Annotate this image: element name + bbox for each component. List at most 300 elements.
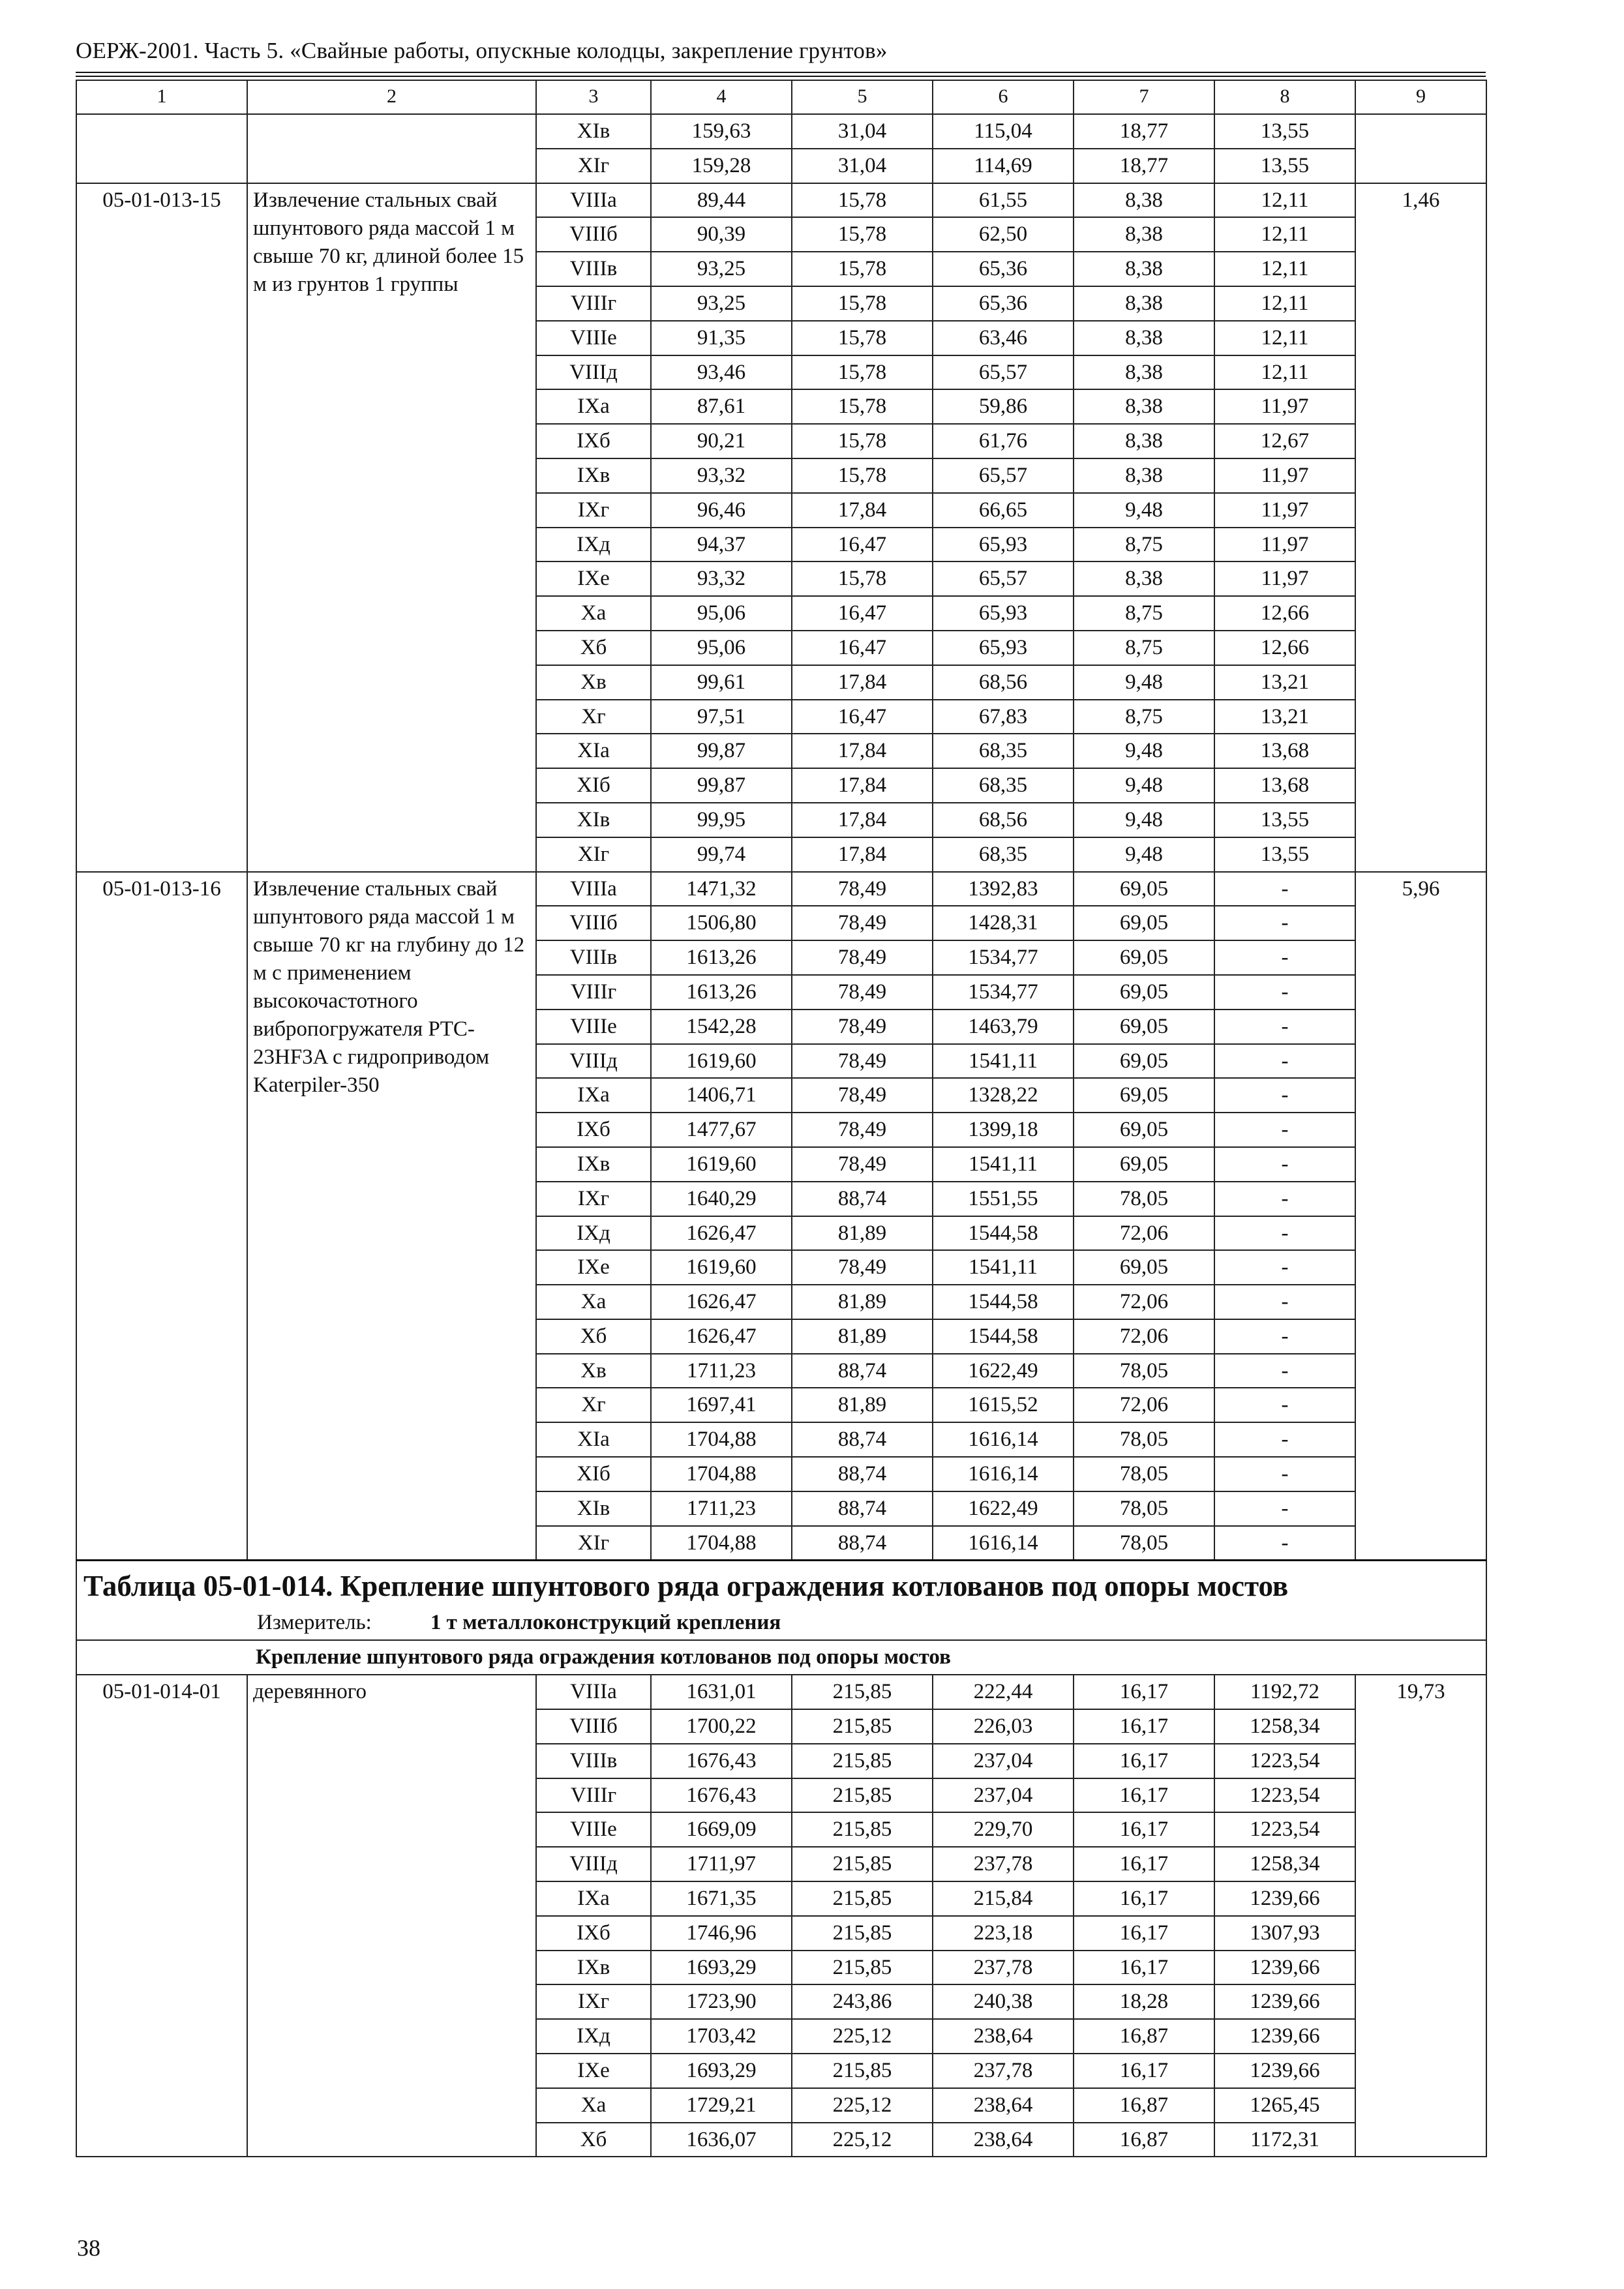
- column-number-cell: 2: [247, 80, 536, 114]
- value-cell: 1615,52: [933, 1388, 1074, 1422]
- value-cell: 1223,54: [1214, 1812, 1355, 1847]
- value-cell: 11,97: [1214, 528, 1355, 562]
- table-row: [76, 1675, 1486, 1709]
- value-cell: 78,49: [792, 906, 933, 940]
- value-cell: 15,78: [792, 424, 933, 458]
- value-cell: 88,74: [792, 1491, 933, 1526]
- value-cell: -: [1214, 1388, 1355, 1422]
- value-cell: 89,44: [651, 183, 792, 218]
- region-cell: VIIIа: [536, 183, 651, 218]
- region-cell: VIIIв: [536, 940, 651, 975]
- value-cell: 16,47: [792, 700, 933, 734]
- region-cell: IXа: [536, 1881, 651, 1916]
- labor-cost-cell: [1355, 114, 1486, 183]
- value-cell: 1711,23: [651, 1491, 792, 1526]
- value-cell: 1223,54: [1214, 1778, 1355, 1813]
- value-cell: 1636,07: [651, 2123, 792, 2157]
- value-cell: 12,11: [1214, 183, 1355, 218]
- region-cell: Xб: [536, 2123, 651, 2157]
- value-cell: 1544,58: [933, 1216, 1074, 1251]
- value-cell: 1258,34: [1214, 1709, 1355, 1744]
- table-title: Таблица 05-01-014. Крепление шпунтового ряда ограждения котлованов под опоры мостов: [83, 1570, 1289, 1603]
- value-cell: 1746,96: [651, 1916, 792, 1951]
- value-cell: 68,35: [933, 768, 1074, 803]
- value-cell: 1239,66: [1214, 1951, 1355, 1985]
- region-cell: VIIIа: [536, 872, 651, 906]
- value-cell: 215,85: [792, 1847, 933, 1881]
- value-cell: 8,38: [1074, 183, 1214, 218]
- region-cell: VIIIе: [536, 1010, 651, 1044]
- value-cell: 66,65: [933, 493, 1074, 528]
- value-cell: 72,06: [1074, 1319, 1214, 1354]
- value-cell: 1626,47: [651, 1285, 792, 1319]
- value-cell: 78,49: [792, 1250, 933, 1285]
- value-cell: 8,38: [1074, 217, 1214, 252]
- value-cell: 215,85: [792, 1916, 933, 1951]
- region-cell: Xв: [536, 1354, 651, 1388]
- value-cell: 31,04: [792, 114, 933, 149]
- value-cell: 95,06: [651, 596, 792, 631]
- value-cell: 88,74: [792, 1182, 933, 1216]
- region-cell: VIIIб: [536, 1709, 651, 1744]
- region-cell: XIв: [536, 1491, 651, 1526]
- value-cell: -: [1214, 1216, 1355, 1251]
- value-cell: 93,46: [651, 355, 792, 390]
- region-cell: IXб: [536, 1916, 651, 1951]
- value-cell: 68,56: [933, 803, 1074, 837]
- value-cell: 16,17: [1074, 2054, 1214, 2088]
- value-cell: -: [1214, 1113, 1355, 1147]
- value-cell: 16,47: [792, 528, 933, 562]
- value-cell: 78,49: [792, 1010, 933, 1044]
- value-cell: 1544,58: [933, 1285, 1074, 1319]
- value-cell: 8,38: [1074, 286, 1214, 321]
- value-cell: 31,04: [792, 149, 933, 183]
- value-cell: 13,55: [1214, 149, 1355, 183]
- value-cell: 1619,60: [651, 1044, 792, 1079]
- region-cell: IXд: [536, 528, 651, 562]
- value-cell: -: [1214, 1182, 1355, 1216]
- value-cell: 8,38: [1074, 252, 1214, 286]
- column-number-cell: 6: [933, 80, 1074, 114]
- value-cell: 99,87: [651, 768, 792, 803]
- value-cell: 16,17: [1074, 1916, 1214, 1951]
- value-cell: 16,87: [1074, 2088, 1214, 2123]
- value-cell: 99,74: [651, 837, 792, 872]
- value-cell: -: [1214, 872, 1355, 906]
- value-cell: 12,11: [1214, 355, 1355, 390]
- value-cell: 17,84: [792, 837, 933, 872]
- value-cell: 12,11: [1214, 321, 1355, 355]
- value-cell: 237,78: [933, 2054, 1074, 2088]
- value-cell: 8,75: [1074, 528, 1214, 562]
- region-cell: Xб: [536, 631, 651, 665]
- rate-code-cell: 05-01-013-16: [76, 872, 247, 1561]
- value-cell: 78,49: [792, 872, 933, 906]
- value-cell: 8,75: [1074, 700, 1214, 734]
- value-cell: 1622,49: [933, 1354, 1074, 1388]
- region-cell: IXе: [536, 561, 651, 596]
- value-cell: 1700,22: [651, 1709, 792, 1744]
- value-cell: 1399,18: [933, 1113, 1074, 1147]
- value-cell: 16,47: [792, 631, 933, 665]
- value-cell: 1613,26: [651, 940, 792, 975]
- region-cell: IXв: [536, 1951, 651, 1985]
- value-cell: 1704,88: [651, 1526, 792, 1561]
- value-cell: 215,85: [792, 1744, 933, 1778]
- value-cell: 215,85: [792, 1951, 933, 1985]
- value-cell: -: [1214, 1526, 1355, 1561]
- value-cell: 238,64: [933, 2123, 1074, 2157]
- value-cell: -: [1214, 1250, 1355, 1285]
- table-row: [76, 183, 1486, 218]
- rate-code-cell: 05-01-013-15: [76, 183, 247, 872]
- value-cell: 88,74: [792, 1457, 933, 1491]
- work-description-cell: деревянного: [247, 1675, 536, 2157]
- value-cell: 238,64: [933, 2088, 1074, 2123]
- value-cell: 93,25: [651, 252, 792, 286]
- value-cell: 8,38: [1074, 561, 1214, 596]
- value-cell: 114,69: [933, 149, 1074, 183]
- value-cell: 12,11: [1214, 217, 1355, 252]
- value-cell: 1534,77: [933, 940, 1074, 975]
- value-cell: 1463,79: [933, 1010, 1074, 1044]
- value-cell: 9,48: [1074, 768, 1214, 803]
- region-cell: Xа: [536, 2088, 651, 2123]
- value-cell: 16,17: [1074, 1951, 1214, 1985]
- value-cell: 93,32: [651, 458, 792, 493]
- value-cell: 78,05: [1074, 1526, 1214, 1561]
- region-cell: Xб: [536, 1319, 651, 1354]
- work-description-cell: Извлечение стальных свай шпунтового ряда массой 1 м свыше 70 кг на глубину до 12 м с применением высокочастотного вибропогружателя PTC-23HF3A с гидроприводом Katerpiler-350: [247, 872, 536, 1561]
- value-cell: 68,35: [933, 837, 1074, 872]
- region-cell: XIа: [536, 734, 651, 768]
- value-cell: 1328,22: [933, 1078, 1074, 1113]
- value-cell: 1703,42: [651, 2019, 792, 2054]
- region-cell: VIIIа: [536, 1675, 651, 1709]
- value-cell: -: [1214, 1422, 1355, 1457]
- region-cell: IXв: [536, 458, 651, 493]
- value-cell: 68,35: [933, 734, 1074, 768]
- labor-cost-cell: 1,46: [1355, 183, 1486, 872]
- value-cell: 1711,23: [651, 1354, 792, 1388]
- work-description-cell: Извлечение стальных свай шпунтового ряда массой 1 м свыше 70 кг, длиной более 15 м из грунтов 1 группы: [247, 183, 536, 872]
- value-cell: 1239,66: [1214, 1881, 1355, 1916]
- value-cell: 62,50: [933, 217, 1074, 252]
- region-cell: IXб: [536, 1113, 651, 1147]
- value-cell: 87,61: [651, 389, 792, 424]
- column-number-cell: 7: [1074, 80, 1214, 114]
- value-cell: 215,84: [933, 1881, 1074, 1916]
- value-cell: 237,04: [933, 1744, 1074, 1778]
- value-cell: 225,12: [792, 2088, 933, 2123]
- column-number-cell: 1: [76, 80, 247, 114]
- region-cell: VIIIд: [536, 355, 651, 390]
- value-cell: -: [1214, 1078, 1355, 1113]
- region-cell: XIа: [536, 1422, 651, 1457]
- value-cell: 1676,43: [651, 1744, 792, 1778]
- value-cell: -: [1214, 1010, 1355, 1044]
- value-cell: 65,93: [933, 528, 1074, 562]
- value-cell: 13,55: [1214, 837, 1355, 872]
- value-cell: 8,38: [1074, 424, 1214, 458]
- value-cell: -: [1214, 1354, 1355, 1388]
- value-cell: 215,85: [792, 2054, 933, 2088]
- value-cell: 1239,66: [1214, 1984, 1355, 2019]
- value-cell: 1544,58: [933, 1319, 1074, 1354]
- value-cell: 9,48: [1074, 837, 1214, 872]
- value-cell: -: [1214, 1491, 1355, 1526]
- value-cell: 8,38: [1074, 355, 1214, 390]
- value-cell: 1541,11: [933, 1147, 1074, 1182]
- value-cell: 1506,80: [651, 906, 792, 940]
- value-cell: 237,04: [933, 1778, 1074, 1813]
- value-cell: 72,06: [1074, 1216, 1214, 1251]
- region-cell: IXг: [536, 493, 651, 528]
- value-cell: 215,85: [792, 1675, 933, 1709]
- value-cell: 15,78: [792, 217, 933, 252]
- region-cell: XIг: [536, 1526, 651, 1561]
- value-cell: 78,49: [792, 1113, 933, 1147]
- value-cell: 225,12: [792, 2019, 933, 2054]
- value-cell: 94,37: [651, 528, 792, 562]
- column-number-cell: 4: [651, 80, 792, 114]
- value-cell: 59,86: [933, 389, 1074, 424]
- value-cell: 81,89: [792, 1388, 933, 1422]
- region-cell: IXд: [536, 1216, 651, 1251]
- value-cell: 16,17: [1074, 1778, 1214, 1813]
- region-cell: XIв: [536, 114, 651, 149]
- value-cell: 65,36: [933, 286, 1074, 321]
- value-cell: 12,66: [1214, 631, 1355, 665]
- value-cell: 159,28: [651, 149, 792, 183]
- value-cell: 78,49: [792, 1147, 933, 1182]
- value-cell: 93,32: [651, 561, 792, 596]
- region-cell: VIIIг: [536, 975, 651, 1010]
- value-cell: 90,21: [651, 424, 792, 458]
- value-cell: 15,78: [792, 561, 933, 596]
- value-cell: 72,06: [1074, 1285, 1214, 1319]
- region-cell: IXд: [536, 2019, 651, 2054]
- value-cell: 61,76: [933, 424, 1074, 458]
- value-cell: 1704,88: [651, 1422, 792, 1457]
- value-cell: 9,48: [1074, 734, 1214, 768]
- labor-cost-cell: 19,73: [1355, 1675, 1486, 2157]
- column-number-cell: 3: [536, 80, 651, 114]
- value-cell: 1697,41: [651, 1388, 792, 1422]
- value-cell: 15,78: [792, 389, 933, 424]
- work-description-cell: [247, 114, 536, 183]
- value-cell: 93,25: [651, 286, 792, 321]
- value-cell: 12,67: [1214, 424, 1355, 458]
- value-cell: 1223,54: [1214, 1744, 1355, 1778]
- value-cell: 11,97: [1214, 389, 1355, 424]
- value-cell: -: [1214, 1285, 1355, 1319]
- value-cell: 69,05: [1074, 1147, 1214, 1182]
- rates-table: [76, 80, 1487, 2157]
- value-cell: 78,05: [1074, 1182, 1214, 1216]
- region-cell: Xг: [536, 700, 651, 734]
- region-cell: Xв: [536, 665, 651, 700]
- value-cell: 1534,77: [933, 975, 1074, 1010]
- header-rule: [76, 72, 1486, 73]
- value-cell: 72,06: [1074, 1388, 1214, 1422]
- value-cell: 11,97: [1214, 561, 1355, 596]
- value-cell: 81,89: [792, 1285, 933, 1319]
- value-cell: 1258,34: [1214, 1847, 1355, 1881]
- value-cell: 237,78: [933, 1951, 1074, 1985]
- value-cell: 1693,29: [651, 1951, 792, 1985]
- value-cell: 1541,11: [933, 1044, 1074, 1079]
- value-cell: 16,17: [1074, 1812, 1214, 1847]
- value-cell: 12,11: [1214, 286, 1355, 321]
- value-cell: 9,48: [1074, 803, 1214, 837]
- value-cell: 1704,88: [651, 1457, 792, 1491]
- value-cell: 229,70: [933, 1812, 1074, 1847]
- value-cell: 99,95: [651, 803, 792, 837]
- value-cell: 78,05: [1074, 1354, 1214, 1388]
- value-cell: 15,78: [792, 321, 933, 355]
- value-cell: 243,86: [792, 1984, 933, 2019]
- value-cell: 226,03: [933, 1709, 1074, 1744]
- column-number-cell: 8: [1214, 80, 1355, 114]
- value-cell: 240,38: [933, 1984, 1074, 2019]
- value-cell: 13,21: [1214, 665, 1355, 700]
- value-cell: 13,68: [1214, 768, 1355, 803]
- value-cell: 16,17: [1074, 1675, 1214, 1709]
- value-cell: -: [1214, 1044, 1355, 1079]
- value-cell: 88,74: [792, 1526, 933, 1561]
- value-cell: 237,78: [933, 1847, 1074, 1881]
- value-cell: 223,18: [933, 1916, 1074, 1951]
- value-cell: 17,84: [792, 768, 933, 803]
- value-cell: 1239,66: [1214, 2054, 1355, 2088]
- measure-line: [77, 1606, 1486, 1639]
- value-cell: 65,36: [933, 252, 1074, 286]
- column-number-cell: 9: [1355, 80, 1486, 114]
- region-cell: VIIIв: [536, 1744, 651, 1778]
- value-cell: 238,64: [933, 2019, 1074, 2054]
- value-cell: 16,47: [792, 596, 933, 631]
- value-cell: 91,35: [651, 321, 792, 355]
- region-cell: VIIIд: [536, 1044, 651, 1079]
- value-cell: 17,84: [792, 665, 933, 700]
- value-cell: 78,05: [1074, 1491, 1214, 1526]
- value-cell: 1626,47: [651, 1216, 792, 1251]
- region-cell: VIIIв: [536, 252, 651, 286]
- value-cell: -: [1214, 1457, 1355, 1491]
- value-cell: 1676,43: [651, 1778, 792, 1813]
- value-cell: 225,12: [792, 2123, 933, 2157]
- value-cell: 8,38: [1074, 321, 1214, 355]
- value-cell: 1693,29: [651, 2054, 792, 2088]
- value-cell: 88,74: [792, 1354, 933, 1388]
- measure-value: 1 т металлоконструкций крепления: [430, 1611, 781, 1635]
- value-cell: 11,97: [1214, 493, 1355, 528]
- value-cell: 115,04: [933, 114, 1074, 149]
- value-cell: 1729,21: [651, 2088, 792, 2123]
- value-cell: 1406,71: [651, 1078, 792, 1113]
- value-cell: 215,85: [792, 1881, 933, 1916]
- value-cell: -: [1214, 975, 1355, 1010]
- value-cell: 1265,45: [1214, 2088, 1355, 2123]
- value-cell: 1541,11: [933, 1250, 1074, 1285]
- region-cell: IXе: [536, 1250, 651, 1285]
- value-cell: 13,55: [1214, 114, 1355, 149]
- region-cell: XIв: [536, 803, 651, 837]
- value-cell: 78,49: [792, 975, 933, 1010]
- value-cell: 1626,47: [651, 1319, 792, 1354]
- value-cell: 69,05: [1074, 1113, 1214, 1147]
- table-title-row: [76, 1561, 1486, 1641]
- measure-label: Измеритель:: [257, 1611, 372, 1635]
- region-cell: IXа: [536, 1078, 651, 1113]
- value-cell: -: [1214, 940, 1355, 975]
- value-cell: 97,51: [651, 700, 792, 734]
- value-cell: 1723,90: [651, 1984, 792, 2019]
- value-cell: 65,57: [933, 561, 1074, 596]
- region-cell: XIб: [536, 768, 651, 803]
- value-cell: 1616,14: [933, 1526, 1074, 1561]
- value-cell: 16,17: [1074, 1709, 1214, 1744]
- value-cell: 9,48: [1074, 665, 1214, 700]
- value-cell: 16,17: [1074, 1744, 1214, 1778]
- value-cell: 1711,97: [651, 1847, 792, 1881]
- value-cell: 18,28: [1074, 1984, 1214, 2019]
- value-cell: 9,48: [1074, 493, 1214, 528]
- header-rule: [76, 76, 1486, 77]
- region-cell: VIIIб: [536, 906, 651, 940]
- value-cell: 63,46: [933, 321, 1074, 355]
- page-header: ОЕРЖ-2001. Часть 5. «Свайные работы, опускные колодцы, закрепление грунтов»: [76, 38, 888, 63]
- value-cell: 1640,29: [651, 1182, 792, 1216]
- region-cell: VIIIг: [536, 1778, 651, 1813]
- rate-code-cell: [76, 114, 247, 183]
- rate-code-cell: 05-01-014-01: [76, 1675, 247, 2157]
- region-cell: VIIIб: [536, 217, 651, 252]
- value-cell: 69,05: [1074, 1250, 1214, 1285]
- value-cell: 78,49: [792, 940, 933, 975]
- region-cell: Xа: [536, 596, 651, 631]
- region-cell: VIIIе: [536, 321, 651, 355]
- value-cell: 12,11: [1214, 252, 1355, 286]
- value-cell: 69,05: [1074, 975, 1214, 1010]
- value-cell: 18,77: [1074, 149, 1214, 183]
- region-cell: Xа: [536, 1285, 651, 1319]
- column-number-row: [76, 80, 1486, 114]
- column-number-cell: 5: [792, 80, 933, 114]
- value-cell: 1542,28: [651, 1010, 792, 1044]
- value-cell: 15,78: [792, 252, 933, 286]
- value-cell: 1471,32: [651, 872, 792, 906]
- value-cell: 8,38: [1074, 389, 1214, 424]
- value-cell: 81,89: [792, 1216, 933, 1251]
- region-cell: IXб: [536, 424, 651, 458]
- value-cell: 16,87: [1074, 2123, 1214, 2157]
- value-cell: 16,87: [1074, 2019, 1214, 2054]
- value-cell: 1392,83: [933, 872, 1074, 906]
- value-cell: 1622,49: [933, 1491, 1074, 1526]
- value-cell: 1616,14: [933, 1422, 1074, 1457]
- value-cell: 67,83: [933, 700, 1074, 734]
- value-cell: 12,66: [1214, 596, 1355, 631]
- value-cell: 1619,60: [651, 1250, 792, 1285]
- value-cell: 81,89: [792, 1319, 933, 1354]
- value-cell: 65,93: [933, 596, 1074, 631]
- value-cell: 15,78: [792, 286, 933, 321]
- value-cell: 16,17: [1074, 1881, 1214, 1916]
- value-cell: 13,21: [1214, 700, 1355, 734]
